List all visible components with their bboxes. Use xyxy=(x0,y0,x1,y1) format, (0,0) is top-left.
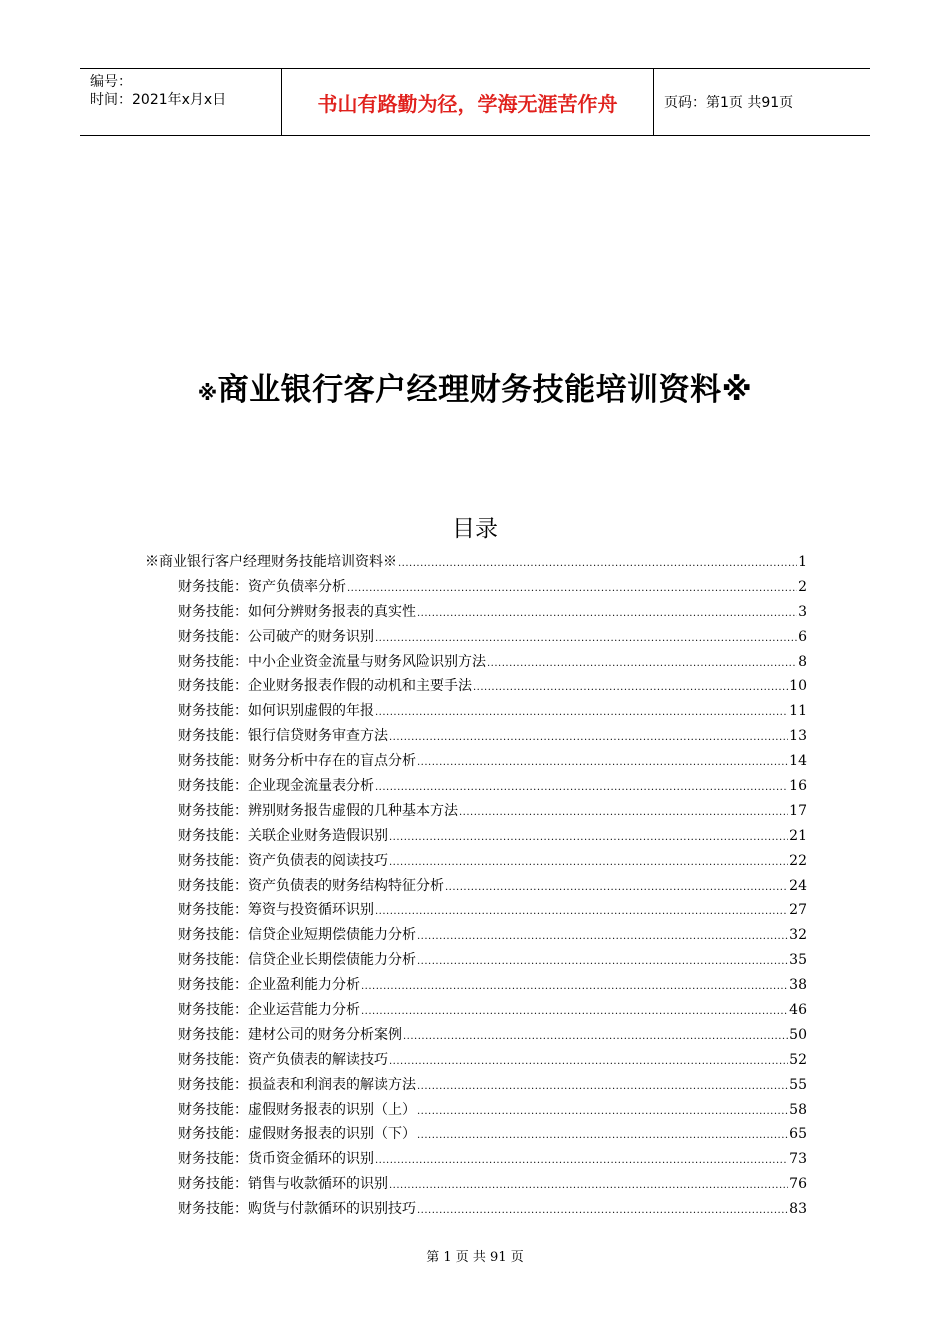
toc-entry-page: 13 xyxy=(789,728,807,745)
toc-entry-title: 财务技能：如何识别虚假的年报 xyxy=(178,703,374,720)
toc-entry-page: 11 xyxy=(789,703,807,720)
toc-dot-leader xyxy=(417,1199,788,1224)
toc-entry-title: 财务技能：建材公司的财务分析案例 xyxy=(178,1026,402,1043)
table-of-contents xyxy=(145,550,807,1222)
toc-entry-title: 财务技能：企业财务报表作假的动机和主要手法 xyxy=(178,678,472,695)
toc-dot-leader xyxy=(417,950,788,975)
toc-entry-title: 财务技能：中小企业资金流量与财务风险识别方法 xyxy=(178,653,486,670)
toc-dot-leader xyxy=(403,1025,788,1050)
toc-dot-leader xyxy=(487,652,797,677)
page-footer: 第 1 页 共 91 页 xyxy=(426,1250,524,1265)
toc-entry-title: 财务技能：货币资金循环的识别 xyxy=(178,1151,374,1168)
page-header xyxy=(80,68,870,136)
toc-entry[interactable] xyxy=(145,724,807,749)
toc-entry[interactable] xyxy=(145,948,807,973)
toc-dot-leader xyxy=(375,900,788,925)
toc-entry-page: 27 xyxy=(789,902,807,919)
toc-entry-title: 财务技能：公司破产的财务识别 xyxy=(178,628,374,645)
toc-dot-leader xyxy=(459,801,788,826)
toc-entry-title: 财务技能：财务分析中存在的盲点分析 xyxy=(178,753,416,770)
toc-entry[interactable] xyxy=(145,600,807,625)
toc-entry-title: 财务技能：资产负债表的财务结构特征分析 xyxy=(178,877,444,894)
header-motto: 书山有路勤为径，学海无涯苦作舟 xyxy=(281,69,654,135)
toc-dot-leader xyxy=(445,876,788,901)
toc-entry[interactable] xyxy=(145,998,807,1023)
toc-entry-page: 16 xyxy=(789,778,807,795)
toc-entry-page: 3 xyxy=(798,603,807,620)
toc-entry[interactable] xyxy=(145,774,807,799)
toc-entry[interactable] xyxy=(145,1122,807,1147)
toc-entry-title: 财务技能：辨别财务报告虚假的几种基本方法 xyxy=(178,802,458,819)
toc-entry-title: 财务技能：筹资与投资循环识别 xyxy=(178,902,374,919)
toc-entry-page: 52 xyxy=(789,1051,807,1068)
toc-entry-page: 46 xyxy=(789,1002,807,1019)
toc-entry-page: 24 xyxy=(789,877,807,894)
toc-dot-leader xyxy=(417,1124,788,1149)
toc-entry-page: 83 xyxy=(789,1201,807,1218)
toc-entry[interactable] xyxy=(145,824,807,849)
toc-dot-leader xyxy=(361,975,788,1000)
toc-entry-page: 22 xyxy=(789,852,807,869)
toc-entry-page: 50 xyxy=(789,1026,807,1043)
toc-dot-leader xyxy=(375,627,797,652)
toc-entry[interactable] xyxy=(145,898,807,923)
toc-entry-title: 财务技能：信贷企业短期偿债能力分析 xyxy=(178,927,416,944)
toc-entry[interactable] xyxy=(145,1147,807,1172)
document-title xyxy=(0,364,950,409)
toc-entry-page: 55 xyxy=(789,1076,807,1093)
toc-entry[interactable] xyxy=(145,625,807,650)
toc-entry[interactable] xyxy=(145,874,807,899)
toc-entry-page: 17 xyxy=(789,802,807,819)
title-text: 商业银行客户经理财务技能培训资料※ xyxy=(217,372,753,408)
toc-entry-title: 财务技能：资产负债表的阅读技巧 xyxy=(178,852,388,869)
toc-heading: 目录 xyxy=(452,516,498,542)
toc-entry-page: 35 xyxy=(789,952,807,969)
toc-entry[interactable] xyxy=(145,973,807,998)
toc-entry-page: 32 xyxy=(789,927,807,944)
toc-entry-page: 6 xyxy=(798,628,807,645)
toc-entry-page: 65 xyxy=(789,1126,807,1143)
toc-entry-title: 财务技能：银行信贷财务审查方法 xyxy=(178,728,388,745)
toc-entry-title: 财务技能：销售与收款循环的识别 xyxy=(178,1176,388,1193)
toc-entry-page: 1 xyxy=(798,554,807,570)
toc-dot-leader xyxy=(417,602,797,627)
toc-entry[interactable] xyxy=(145,749,807,774)
time-label: 时间：2021年x月x日 xyxy=(90,92,227,108)
toc-entry-title: 财务技能：资产负债率分析 xyxy=(178,578,346,595)
toc-entry[interactable] xyxy=(145,1048,807,1073)
toc-entry-page: 73 xyxy=(789,1151,807,1168)
toc-dot-leader xyxy=(398,552,797,577)
toc-entry[interactable] xyxy=(145,550,807,575)
header-page-info: 页码：第1页 共91页 xyxy=(664,95,794,111)
toc-dot-leader xyxy=(375,1149,788,1174)
toc-dot-leader xyxy=(389,826,788,851)
toc-entry[interactable] xyxy=(145,1073,807,1098)
toc-entry-title: 财务技能：企业盈利能力分析 xyxy=(178,977,360,994)
toc-entry-title: 财务技能：购货与付款循环的识别技巧 xyxy=(178,1201,416,1218)
toc-entry-title: 财务技能：如何分辨财务报表的真实性 xyxy=(178,603,416,620)
title-prefix-mark: ※ xyxy=(197,381,218,405)
toc-dot-leader xyxy=(417,1100,788,1125)
toc-entry-page: 2 xyxy=(798,578,807,595)
toc-entry-page: 76 xyxy=(789,1176,807,1193)
toc-entry-title: 财务技能：信贷企业长期偿债能力分析 xyxy=(178,952,416,969)
toc-dot-leader xyxy=(389,1050,788,1075)
toc-entry[interactable] xyxy=(145,1023,807,1048)
toc-entry-page: 10 xyxy=(789,678,807,695)
toc-dot-leader xyxy=(389,726,788,751)
toc-entry-page: 38 xyxy=(789,977,807,994)
toc-dot-leader xyxy=(361,1000,788,1025)
toc-dot-leader xyxy=(375,701,788,726)
toc-dot-leader xyxy=(473,676,788,701)
toc-entry-title: 财务技能：关联企业财务造假识别 xyxy=(178,827,388,844)
toc-dot-leader xyxy=(375,776,788,801)
toc-entry-title: ※商业银行客户经理财务技能培训资料※ xyxy=(145,554,397,570)
toc-entry[interactable] xyxy=(145,1172,807,1197)
toc-entry-page: 8 xyxy=(798,653,807,670)
toc-entry[interactable] xyxy=(145,674,807,699)
number-label: 编号： xyxy=(90,74,132,90)
toc-dot-leader xyxy=(389,851,788,876)
toc-entry-title: 财务技能：虚假财务报表的识别（上） xyxy=(178,1101,416,1118)
toc-dot-leader xyxy=(417,1075,788,1100)
toc-entry-title: 财务技能：损益表和利润表的解读方法 xyxy=(178,1076,416,1093)
toc-entry-title: 财务技能：资产负债表的解读技巧 xyxy=(178,1051,388,1068)
toc-dot-leader xyxy=(417,925,788,950)
toc-entry-page: 21 xyxy=(789,827,807,844)
toc-entry[interactable] xyxy=(145,650,807,675)
toc-entry-title: 财务技能：企业运营能力分析 xyxy=(178,1002,360,1019)
toc-entry[interactable] xyxy=(145,1197,807,1222)
toc-dot-leader xyxy=(417,751,788,776)
toc-entry[interactable] xyxy=(145,575,807,600)
toc-entry[interactable] xyxy=(145,923,807,948)
toc-entry[interactable] xyxy=(145,699,807,724)
toc-entry[interactable] xyxy=(145,799,807,824)
toc-dot-leader xyxy=(347,577,797,602)
toc-entry[interactable] xyxy=(145,849,807,874)
header-meta xyxy=(80,69,281,135)
toc-entry-page: 58 xyxy=(789,1101,807,1118)
toc-entry-page: 14 xyxy=(789,753,807,770)
toc-dot-leader xyxy=(389,1174,788,1199)
toc-entry[interactable] xyxy=(145,1098,807,1123)
toc-entry-title: 财务技能：虚假财务报表的识别（下） xyxy=(178,1126,416,1143)
toc-entry-title: 财务技能：企业现金流量表分析 xyxy=(178,778,374,795)
